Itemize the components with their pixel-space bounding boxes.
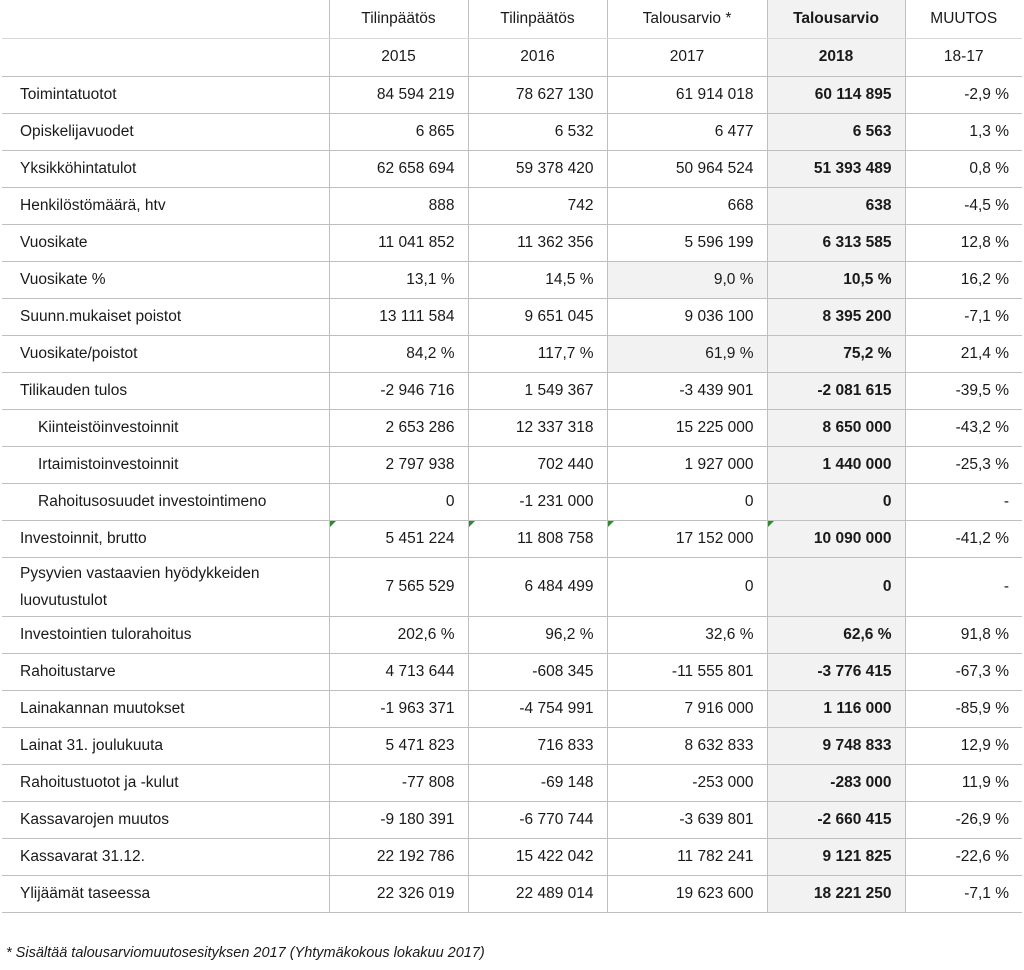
cell-2016: 14,5 %: [468, 261, 607, 298]
cell-2017: 6 477: [607, 113, 767, 150]
row-label: Investoinnit, brutto: [2, 520, 329, 557]
row-label: Vuosikate/poistot: [2, 335, 329, 372]
row-label: Irtaimistoinvestoinnit: [2, 446, 329, 483]
cell-change: -7,1 %: [905, 298, 1022, 335]
header-row-titles: [2, 0, 1022, 38]
cell-2015: 84 594 219: [329, 76, 468, 113]
header-2018-year: 2018: [767, 38, 905, 76]
cell-2015: 22 192 786: [329, 838, 468, 875]
cell-2018: 8 650 000: [767, 409, 905, 446]
cell-2015: 202,6 %: [329, 616, 468, 653]
table-row: [2, 335, 1022, 372]
cell-2017: 61,9 %: [607, 335, 767, 372]
table-row: [2, 298, 1022, 335]
cell-2017: 15 225 000: [607, 409, 767, 446]
table-row: [2, 446, 1022, 483]
cell-2018: 18 221 250: [767, 875, 905, 912]
header-2016-year: 2016: [468, 38, 607, 76]
cell-2018: 0: [767, 483, 905, 520]
footnote: * Sisältää talousarviomuutosesityksen 2017 (Yhtymäkokous lokakuu 2017): [6, 945, 485, 961]
row-label: Lainat 31. joulukuuta: [2, 727, 329, 764]
cell-2015: 2 797 938: [329, 446, 468, 483]
table-row: [2, 520, 1022, 557]
cell-change: -22,6 %: [905, 838, 1022, 875]
cell-2018: 1 116 000: [767, 690, 905, 727]
table-row: [2, 409, 1022, 446]
cell-2016: 6 532: [468, 113, 607, 150]
cell-2015: 62 658 694: [329, 150, 468, 187]
row-label: Pysyvien vastaavien hyödykkeiden luovutustulot: [2, 557, 329, 616]
cell-2015: 4 713 644: [329, 653, 468, 690]
cell-2018: -2 660 415: [767, 801, 905, 838]
table-row: [2, 690, 1022, 727]
row-label: Investointien tulorahoitus: [2, 616, 329, 653]
cell-change: -26,9 %: [905, 801, 1022, 838]
table-row: [2, 875, 1022, 912]
row-label: Lainakannan muutokset: [2, 690, 329, 727]
table-row: [2, 801, 1022, 838]
header-change-title: MUUTOS: [905, 0, 1022, 38]
cell-2015: 13,1 %: [329, 261, 468, 298]
cell-change: -2,9 %: [905, 76, 1022, 113]
row-label: Henkilöstömäärä, htv: [2, 187, 329, 224]
cell-2015: -1 963 371: [329, 690, 468, 727]
cell-2015: 7 565 529: [329, 557, 468, 616]
cell-change: 21,4 %: [905, 335, 1022, 372]
cell-2015: -2 946 716: [329, 372, 468, 409]
header-2015-title: Tilinpäätös: [329, 0, 468, 38]
cell-2015: 888: [329, 187, 468, 224]
table-row: [2, 557, 1022, 616]
table-row: [2, 187, 1022, 224]
table-row: [2, 483, 1022, 520]
cell-2016: 59 378 420: [468, 150, 607, 187]
cell-2016: 1 549 367: [468, 372, 607, 409]
table-row: [2, 224, 1022, 261]
row-label: Suunn.mukaiset poistot: [2, 298, 329, 335]
cell-2018: 8 395 200: [767, 298, 905, 335]
table-row: [2, 150, 1022, 187]
cell-2015: 22 326 019: [329, 875, 468, 912]
cell-2015: 0: [329, 483, 468, 520]
cell-2017: 0: [607, 483, 767, 520]
cell-2016: 11 362 356: [468, 224, 607, 261]
cell-2017: 8 632 833: [607, 727, 767, 764]
cell-change: -4,5 %: [905, 187, 1022, 224]
cell-change: -: [905, 483, 1022, 520]
row-label: Tilikauden tulos: [2, 372, 329, 409]
cell-2017: 11 782 241: [607, 838, 767, 875]
cell-2015: 2 653 286: [329, 409, 468, 446]
cell-2016: 78 627 130: [468, 76, 607, 113]
row-label: Opiskelijavuodet: [2, 113, 329, 150]
table-row: [2, 113, 1022, 150]
row-label: Kassavarat 31.12.: [2, 838, 329, 875]
cell-2018: 638: [767, 187, 905, 224]
cell-2016: 15 422 042: [468, 838, 607, 875]
cell-2017: 61 914 018: [607, 76, 767, 113]
cell-2015: 11 041 852: [329, 224, 468, 261]
cell-2018: 60 114 895: [767, 76, 905, 113]
row-label: Kassavarojen muutos: [2, 801, 329, 838]
cell-change: -41,2 %: [905, 520, 1022, 557]
cell-2015: 84,2 %: [329, 335, 468, 372]
cell-change: -7,1 %: [905, 875, 1022, 912]
row-label: Rahoitustarve: [2, 653, 329, 690]
cell-change: -85,9 %: [905, 690, 1022, 727]
cell-2018: 6 563: [767, 113, 905, 150]
cell-2017: 17 152 000: [607, 520, 767, 557]
row-label: Rahoitustuotot ja -kulut: [2, 764, 329, 801]
cell-2018: 0: [767, 557, 905, 616]
cell-2016: 742: [468, 187, 607, 224]
cell-2016: 716 833: [468, 727, 607, 764]
table-row: [2, 838, 1022, 875]
cell-2016: 9 651 045: [468, 298, 607, 335]
cell-2016: 6 484 499: [468, 557, 607, 616]
cell-2017: -3 439 901: [607, 372, 767, 409]
cell-change: 16,2 %: [905, 261, 1022, 298]
row-label: Toimintatuotot: [2, 76, 329, 113]
cell-change: -67,3 %: [905, 653, 1022, 690]
cell-2018: 9 121 825: [767, 838, 905, 875]
table-row: [2, 372, 1022, 409]
row-label: Yksikköhintatulot: [2, 150, 329, 187]
table-row: [2, 76, 1022, 113]
table-row: [2, 653, 1022, 690]
cell-2018: 51 393 489: [767, 150, 905, 187]
cell-2017: 50 964 524: [607, 150, 767, 187]
row-label: Vuosikate: [2, 224, 329, 261]
cell-2018: 1 440 000: [767, 446, 905, 483]
table-row: [2, 616, 1022, 653]
cell-2017: 9,0 %: [607, 261, 767, 298]
cell-2016: 12 337 318: [468, 409, 607, 446]
cell-2018: -283 000: [767, 764, 905, 801]
row-label: Kiinteistöinvestoinnit: [2, 409, 329, 446]
cell-2016: 22 489 014: [468, 875, 607, 912]
cell-2017: 0: [607, 557, 767, 616]
header-2016-title: Tilinpäätös: [468, 0, 607, 38]
cell-change: 12,9 %: [905, 727, 1022, 764]
header-2017-year: 2017: [607, 38, 767, 76]
cell-2015: 5 471 823: [329, 727, 468, 764]
cell-2017: 19 623 600: [607, 875, 767, 912]
table-row: [2, 261, 1022, 298]
cell-2018: 9 748 833: [767, 727, 905, 764]
cell-2016: 11 808 758: [468, 520, 607, 557]
header-blank: [2, 0, 329, 38]
cell-change: 12,8 %: [905, 224, 1022, 261]
cell-2016: -6 770 744: [468, 801, 607, 838]
cell-2018: -3 776 415: [767, 653, 905, 690]
cell-2016: -69 148: [468, 764, 607, 801]
cell-2015: 5 451 224: [329, 520, 468, 557]
cell-2017: 668: [607, 187, 767, 224]
cell-change: -25,3 %: [905, 446, 1022, 483]
cell-2017: 9 036 100: [607, 298, 767, 335]
cell-2018: 75,2 %: [767, 335, 905, 372]
row-label: Ylijäämät taseessa: [2, 875, 329, 912]
cell-change: -39,5 %: [905, 372, 1022, 409]
row-label: Vuosikate %: [2, 261, 329, 298]
cell-2016: 117,7 %: [468, 335, 607, 372]
table-row: [2, 727, 1022, 764]
table-row: [2, 764, 1022, 801]
cell-2015: -9 180 391: [329, 801, 468, 838]
cell-change: -: [905, 557, 1022, 616]
header-2017-title: Talousarvio *: [607, 0, 767, 38]
financial-table: [2, 0, 1022, 913]
cell-2015: 13 111 584: [329, 298, 468, 335]
header-change-year: 18-17: [905, 38, 1022, 76]
cell-2017: -253 000: [607, 764, 767, 801]
cell-2017: -3 639 801: [607, 801, 767, 838]
cell-2017: 7 916 000: [607, 690, 767, 727]
cell-change: 1,3 %: [905, 113, 1022, 150]
header-blank: [2, 38, 329, 76]
cell-2016: -1 231 000: [468, 483, 607, 520]
cell-2017: 5 596 199: [607, 224, 767, 261]
cell-2018: 10,5 %: [767, 261, 905, 298]
cell-2018: 62,6 %: [767, 616, 905, 653]
cell-2018: 10 090 000: [767, 520, 905, 557]
cell-change: 11,9 %: [905, 764, 1022, 801]
cell-2016: -608 345: [468, 653, 607, 690]
cell-2016: 702 440: [468, 446, 607, 483]
cell-2016: 96,2 %: [468, 616, 607, 653]
cell-change: -43,2 %: [905, 409, 1022, 446]
cell-2018: 6 313 585: [767, 224, 905, 261]
cell-2017: -11 555 801: [607, 653, 767, 690]
cell-change: 91,8 %: [905, 616, 1022, 653]
row-label: Rahoitusosuudet investointimeno: [2, 483, 329, 520]
cell-change: 0,8 %: [905, 150, 1022, 187]
header-2018-title: Talousarvio: [767, 0, 905, 38]
cell-2015: 6 865: [329, 113, 468, 150]
cell-2015: -77 808: [329, 764, 468, 801]
cell-2017: 32,6 %: [607, 616, 767, 653]
header-2015-year: 2015: [329, 38, 468, 76]
header-row-years: [2, 38, 1022, 76]
cell-2017: 1 927 000: [607, 446, 767, 483]
cell-2018: -2 081 615: [767, 372, 905, 409]
cell-2016: -4 754 991: [468, 690, 607, 727]
